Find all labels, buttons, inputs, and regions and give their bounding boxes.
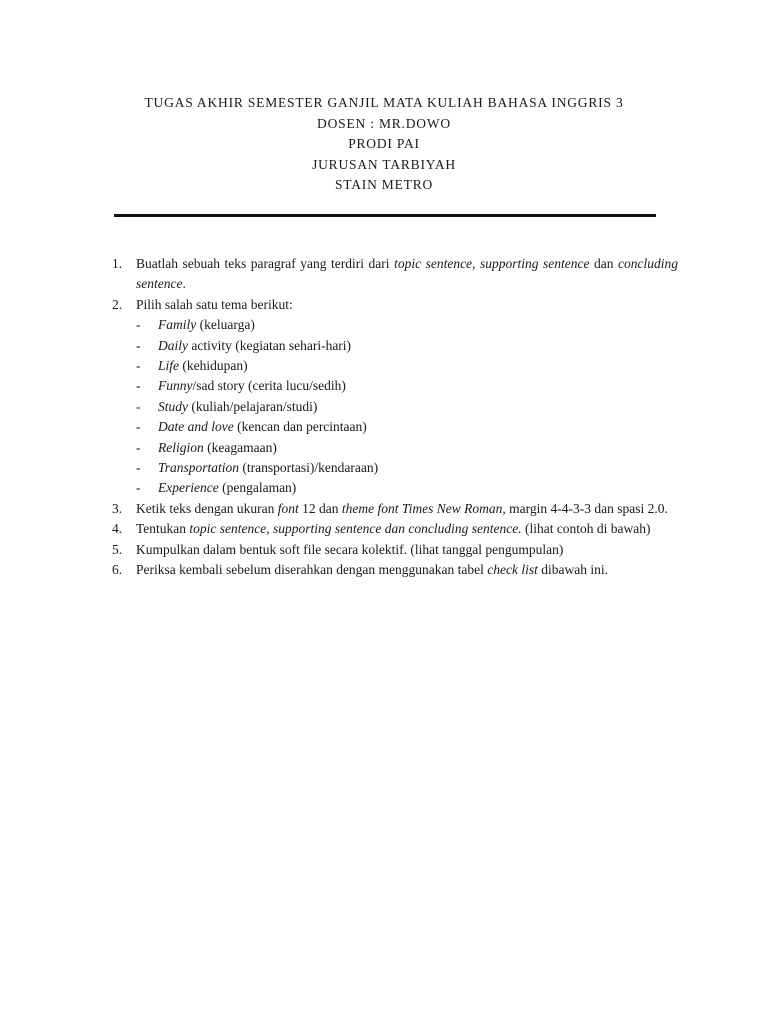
instruction-item-5: 5. Kumpulkan dalam bentuk soft file secara kolektif. (lihat tanggal pengumpulan) <box>112 540 678 560</box>
instruction-item-1: 1. Buatlah sebuah teks paragraf yang terdiri dari topic sentence, supporting sentence dan concluding sentence. <box>112 256 678 292</box>
theme-item-family: - Family (keluarga) <box>136 317 255 333</box>
instruction-item-2: 2. Pilih salah satu tema berikut: <box>112 295 678 315</box>
item-number: 1. <box>112 256 123 271</box>
instruction-list <box>112 254 678 581</box>
header-institution: STAIN METRO <box>334 177 434 192</box>
document-header <box>0 93 768 196</box>
instruction-item-3: 3. Ketik teks dengan ukuran font 12 dan theme font Times New Roman, margin 4-4-3-3 dan spasi 2.0. <box>112 499 678 519</box>
item-number: 2. <box>112 296 123 312</box>
header-title: TUGAS AKHIR SEMESTER GANJIL MATA KULIAH BAHASA INGGRIS 3 <box>144 95 624 110</box>
theme-item-date-and-love: - Date and love (kencan dan percintaan) <box>136 419 367 435</box>
theme-item-daily-activity: - Daily activity (kegiatan sehari-hari) <box>136 337 352 353</box>
instruction-item-6: 6. Periksa kembali sebelum diserahkan dengan menggunakan tabel check list dibawah ini. <box>112 560 678 580</box>
header-program: PRODI PAI <box>348 136 420 151</box>
item-number: 6. <box>112 562 123 578</box>
theme-item-study: - Study (kuliah/pelajaran/studi) <box>136 398 318 414</box>
theme-item-life: - Life (kehidupan) <box>136 358 248 374</box>
item-number: 4. <box>112 521 123 537</box>
theme-item-transportation: - Transportation (transportasi)/kendaraan) <box>136 460 379 476</box>
header-department: JURUSAN TARBIYAH <box>312 156 456 172</box>
item-number: 5. <box>112 541 123 557</box>
header-lecturer: DOSEN : MR.DOWO <box>317 115 451 131</box>
theme-item-experience: - Experience (pengalaman) <box>136 480 297 496</box>
theme-item-religion: - Religion (keagamaan) <box>136 439 277 455</box>
item-number: 3. <box>112 500 123 516</box>
header-divider <box>114 214 656 217</box>
instruction-item-4: 4. Tentukan topic sentence, supporting sentence dan concluding sentence. (lihat contoh di bawah) <box>112 519 678 539</box>
theme-item-funny-sad-story: - Funny/sad story (cerita lucu/sedih) <box>136 378 346 394</box>
